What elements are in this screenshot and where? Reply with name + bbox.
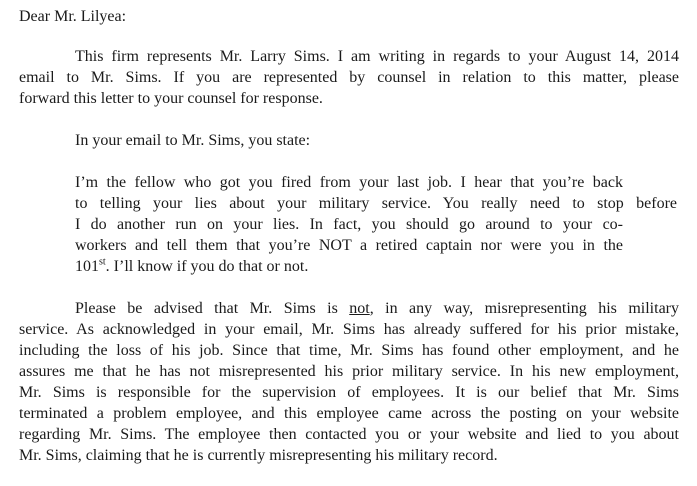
paragraph-1-line-2: email to Mr. Sims. If you are represented by counsel in relation to this matter, please	[19, 69, 679, 86]
quote-line-3: I do another run on your lies. In fact, you should go around to your co-	[75, 216, 623, 233]
underlined-not: not	[349, 300, 370, 317]
quote-line-5	[75, 256, 308, 277]
paragraph-3-line-4: assures me that he has not misrepresented his prior military service. In his new employment,	[19, 363, 679, 380]
paragraph-3-line-8: Mr. Sims, claiming that he is currently misrepresenting his military record.	[19, 447, 498, 464]
quote-line-4: workers and tell them that you’re NOT a retired captain nor were you in the	[75, 237, 623, 254]
paragraph-3-line-3: including the loss of his job. Since that time, Mr. Sims has found other employment, and he	[19, 342, 679, 359]
paragraph-2: In your email to Mr. Sims, you state:	[75, 132, 311, 149]
quote-number: 101	[75, 258, 99, 275]
paragraph-3-line-7: regarding Mr. Sims. The employee then contacted you or your website and lied to you about	[19, 426, 679, 443]
paragraph-3-line-6: terminated a problem employee, and this employee came across the posting on your website	[19, 405, 679, 422]
quote-line-1: I’m the fellow who got you fired from your last job. I hear that you’re back	[75, 174, 623, 191]
salutation: Dear Mr. Lilyea:	[19, 8, 127, 25]
paragraph-3-line-2: service. As acknowledged in your email, Mr. Sims has already suffered for his prior mistake,	[19, 321, 679, 338]
paragraph-3-lead: Please be advised that Mr. Sims is	[75, 300, 350, 317]
paragraph-3-line-5: Mr. Sims is responsible for the supervision of employees. It is our belief that Mr. Sims	[19, 384, 679, 401]
paragraph-1-line-3: forward this letter to your counsel for response.	[19, 90, 323, 107]
quote-line-2: to telling your lies about your military service. You really need to stop before	[75, 195, 677, 212]
paragraph-3-line-1	[75, 298, 679, 319]
paragraph-3-lead-rest: , in any way, misrepresenting his military	[369, 300, 680, 317]
paragraph-1-line-1: This firm represents Mr. Larry Sims. I am writing in regards to your August 14, 2014	[75, 48, 679, 65]
quote-last-text: . I’ll know if you do that or not.	[105, 258, 309, 275]
quote-ordinal-suffix: st	[99, 256, 106, 268]
